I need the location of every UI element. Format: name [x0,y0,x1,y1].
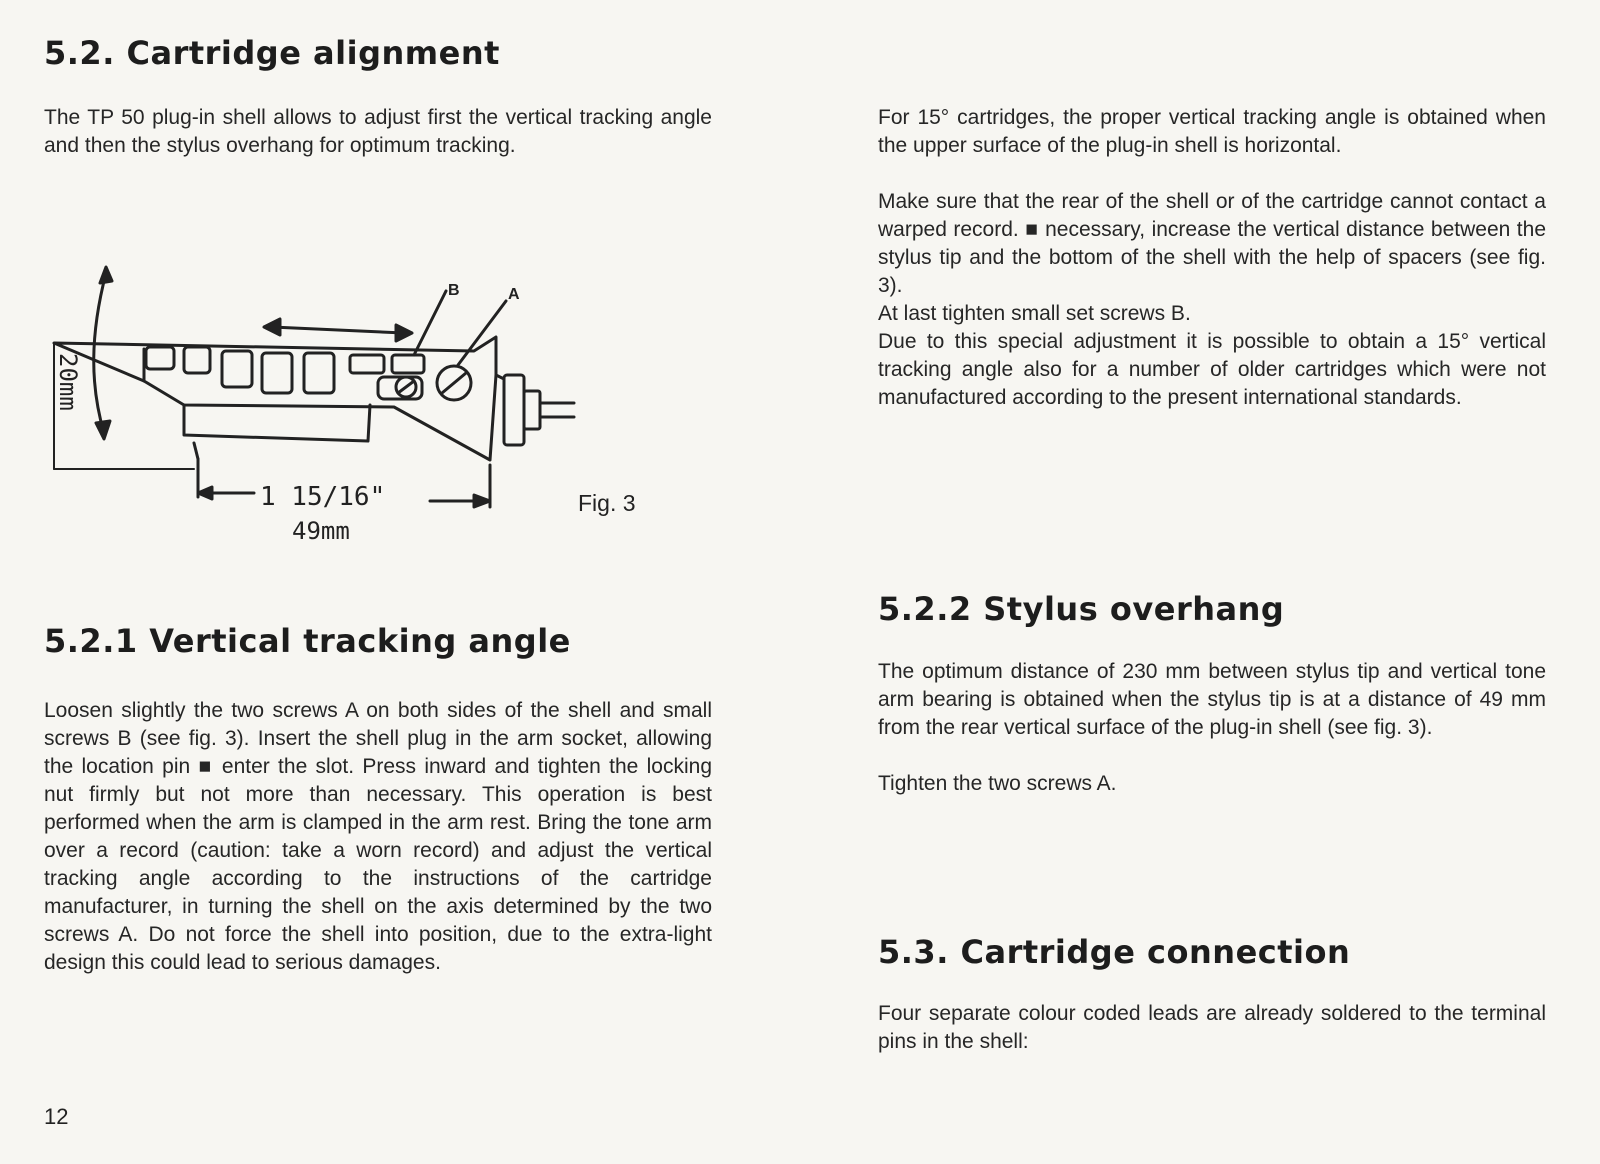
set-screws-paragraph: At last tighten small set screws B. [878,302,1191,325]
heading-cartridge-connection: 5.3. Cartridge connection [878,933,1351,971]
heading-cartridge-alignment: 5.2. Cartridge alignment [44,34,500,72]
shell-outline [54,337,496,460]
shell-slot [146,347,174,369]
special-adjustment-paragraph: Due to this special adjustment it is possible to obtain a 15° vertical tracking angle also for a number of older cartridges which were not manufactured according to the present international standards. [878,330,1546,409]
page-number: 12 [44,1104,69,1129]
warped-record-paragraph: Make sure that the rear of the shell or of the cartridge cannot contact a warped record. ■ necessary, increase the vertical distance between the stylus tip and the bottom of the shell with the help of spacers (see fig. 3). [878,190,1546,297]
stylus [194,443,198,459]
plug-connector [504,375,524,445]
dim-horizontal-mm: 49mm [292,517,350,545]
label-b: B [448,282,460,299]
figure-3 [34,255,724,555]
figure-caption: Fig. 3 [578,490,636,516]
headshell-diagram [34,255,724,555]
cartridge-body [184,405,370,441]
angle-arrow-line [94,273,106,433]
angle-arrow-head-bottom [96,421,110,439]
intro-paragraph: The TP 50 plug-in shell allows to adjust first the vertical tracking angle and then the stylus overhang for optimum tracking. [44,106,712,157]
stylus-overhang-body: The optimum distance of 230 mm between stylus tip and vertical tone arm bearing is obtained when the stylus tip is at a distance of 49 mm from the rear vertical surface of the plug-in shell (see fig. 3). [878,660,1546,739]
overhang-arrow-line [272,327,404,333]
angle-arrow-head-top [100,267,112,283]
tighten-screws-paragraph: Tighten the two screws A. [878,772,1117,795]
cartridge-connection-body: Four separate colour coded leads are already soldered to the terminal pins in the shell: [878,1002,1546,1053]
dim-horizontal-inches: 1 15/16" [260,482,386,512]
dim-vertical-20mm: 20mm [54,353,82,411]
vertical-angle-paragraph: For 15° cartridges, the proper vertical tracking angle is obtained when the upper surface of the plug-in shell is horizontal. [878,106,1546,157]
vertical-tracking-body: Loosen slightly the two screws A on both sides of the shell and small screws B (see fig. 3). Insert the shell plug in the arm socket, allowing the location pin ■ enter the slot. Press inward and tighten the locking nut firmly but not more than necessary. This operation is best performed when the arm is clamped in the arm rest. Bring the tone arm over a record (caution: take a worn record) and adjust the vertical tracking angle according to the instructions of the cartridge manufacturer, in turning the shell on the axis determined by the two screws A. Do not force the shell into position, due to the extra-light design this could lead to serious damages. [44,699,712,974]
heading-stylus-overhang: 5.2.2 Stylus overhang [878,590,1285,628]
label-a: A [508,286,520,303]
heading-vertical-tracking-angle: 5.2.1 Vertical tracking angle [44,622,571,660]
